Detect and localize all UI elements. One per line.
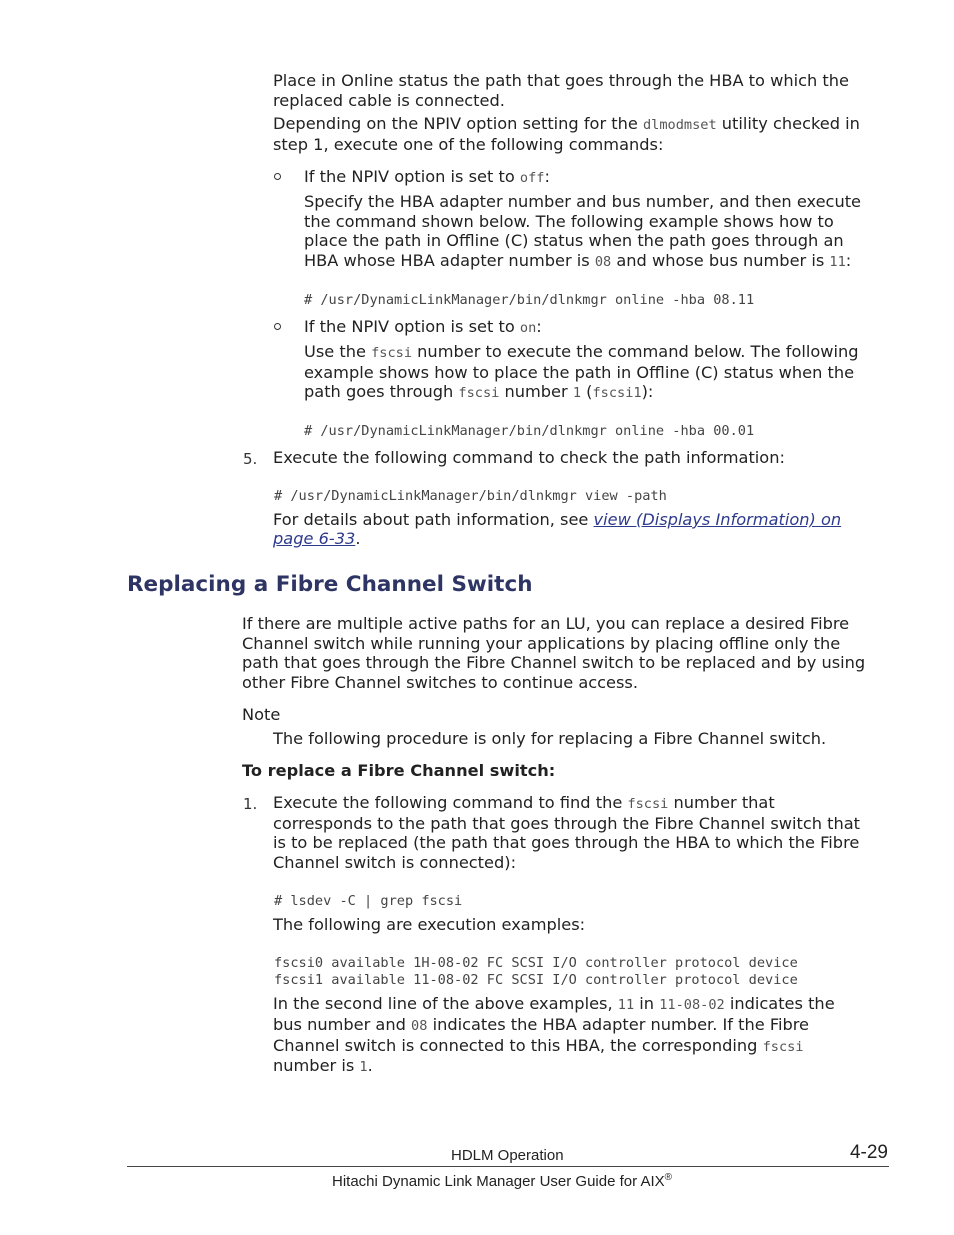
inline-code: 11	[617, 997, 635, 1013]
step-number: 1.	[243, 795, 258, 813]
bullet1-line-4	[304, 251, 851, 273]
inline-code: 11	[829, 254, 846, 270]
bullet1-line-2: the command shown below. The following example shows how to	[304, 212, 834, 231]
footer-chapter: HDLM Operation	[451, 1147, 564, 1164]
text: utility checked in	[716, 114, 860, 133]
step1-line-1	[273, 793, 775, 815]
bullet2-heading	[304, 317, 542, 339]
note-label: Note	[242, 705, 281, 724]
intro-line-2: replaced cable is connected.	[273, 91, 505, 110]
section-para-line-1: If there are multiple active paths for an LU, you can replace a desired Fibre	[242, 614, 850, 633]
text: Depending on the NPIV option setting for the	[273, 114, 643, 133]
bullet1-heading	[304, 167, 550, 189]
bullet2-line-2: example shows how to place the path in Offline (C) status when the	[304, 363, 855, 382]
explanation-line-1	[273, 994, 835, 1016]
step5-details-line-2	[273, 529, 360, 549]
npiv-paragraph-line-2: step 1, execute one of the following commands:	[273, 135, 664, 154]
npiv-paragraph-line-1	[273, 114, 860, 136]
step5-text: Execute the following command to check the path information:	[273, 448, 785, 467]
inline-code: fscsi	[627, 796, 669, 812]
code-block: # /usr/DynamicLinkManager/bin/dlnkmgr view -path	[274, 488, 667, 504]
code-block: # /usr/DynamicLinkManager/bin/dlnkmgr online -hba 00.01	[304, 423, 755, 439]
registered-mark: ®	[664, 1172, 673, 1183]
step1-line-4: Channel switch is connected):	[273, 853, 517, 872]
section-para-line-4: other Fibre Channel switches to continue access.	[242, 673, 639, 692]
text: :	[536, 317, 542, 336]
inline-code: fscsi	[458, 385, 500, 401]
inline-code: fscsi1	[592, 385, 642, 401]
page-number: 4-29	[849, 1142, 888, 1163]
bullet-circle-icon	[274, 323, 281, 330]
text: number to execute the command below. The following	[412, 342, 859, 361]
examples-intro: The following are execution examples:	[273, 915, 586, 934]
view-command-link[interactable]: view (Displays Information) on	[593, 510, 842, 529]
inline-code: dlmodmset	[642, 117, 717, 133]
step-number: 5.	[243, 450, 258, 468]
text: :	[544, 167, 550, 186]
text: (	[581, 382, 593, 401]
footer-divider	[127, 1166, 889, 1167]
text: .	[355, 529, 361, 548]
footer-guide-title	[332, 1172, 672, 1190]
inline-code: off	[519, 170, 545, 186]
inline-code: fscsi	[762, 1039, 804, 1055]
text: HBA whose HBA adapter number is	[304, 251, 595, 270]
bullet-circle-icon	[274, 173, 281, 180]
inline-code: 08	[594, 254, 612, 270]
bullet2-line-3	[304, 382, 653, 404]
text: For details about path information, see	[273, 510, 594, 529]
explanation-line-2	[273, 1015, 809, 1037]
text: ):	[641, 382, 654, 401]
inline-code: 1	[572, 385, 581, 401]
code-block: # /usr/DynamicLinkManager/bin/dlnkmgr online -hba 08.11	[304, 292, 755, 308]
intro-line-1: Place in Online status the path that goes through the HBA to which the	[273, 71, 849, 90]
inline-code: 08	[411, 1018, 428, 1034]
text: :	[845, 251, 852, 270]
text: If the NPIV option is set to	[304, 317, 520, 336]
bullet2-line-1	[304, 342, 859, 364]
example-line-2: fscsi1 available 11-08-02 FC SCSI I/O controller protocol device	[274, 972, 798, 988]
note-text: The following procedure is only for replacing a Fibre Channel switch.	[273, 729, 827, 748]
text: number	[499, 382, 573, 401]
text: number that	[668, 793, 775, 812]
step5-details-line-1	[273, 510, 841, 530]
text: indicates the	[724, 994, 835, 1013]
text: bus number and	[273, 1015, 412, 1034]
section-para-line-2: Channel switch while running your applications by placing offline only the	[242, 634, 841, 653]
text: .	[367, 1056, 373, 1075]
text: path goes through	[304, 382, 459, 401]
text: Channel switch is connected to this HBA, the corresponding	[273, 1036, 763, 1055]
inline-code: 11-08-02	[659, 997, 725, 1013]
example-line-1: fscsi0 available 1H-08-02 FC SCSI I/O controller protocol device	[274, 955, 798, 971]
inline-code: 1	[359, 1059, 368, 1075]
step1-line-2: corresponds to the path that goes through the Fibre Channel switch that	[273, 814, 861, 833]
bullet1-line-3: place the path in Offline (C) status when the path goes through an	[304, 231, 844, 250]
text: in	[634, 994, 660, 1013]
section-title: Replacing a Fibre Channel Switch	[127, 572, 533, 597]
text: and whose bus number is	[611, 251, 830, 270]
text: In the second line of the above examples,	[273, 994, 618, 1013]
page-reference-link[interactable]: page 6-33	[273, 529, 356, 548]
inline-code: on	[519, 320, 537, 336]
bullet1-line-1: Specify the HBA adapter number and bus number, and then execute	[304, 192, 862, 211]
code-block: # lsdev -C | grep fscsi	[274, 893, 463, 909]
explanation-line-3	[273, 1036, 804, 1058]
step1-line-3: is to be replaced (the path that goes through the HBA to which the Fibre	[273, 833, 860, 852]
text: Hitachi Dynamic Link Manager User Guide for AIX	[332, 1173, 665, 1190]
explanation-line-4	[273, 1056, 373, 1078]
text: If the NPIV option is set to	[304, 167, 520, 186]
section-para-line-3: path that goes through the Fibre Channel switch to be replaced and by using	[242, 653, 866, 672]
text: indicates the HBA adapter number. If the Fibre	[427, 1015, 809, 1034]
text: Execute the following command to find the	[273, 793, 628, 812]
text: number is	[273, 1056, 360, 1075]
procedure-title: To replace a Fibre Channel switch:	[242, 761, 556, 780]
text: Use the	[304, 342, 372, 361]
inline-code: fscsi	[371, 345, 413, 361]
